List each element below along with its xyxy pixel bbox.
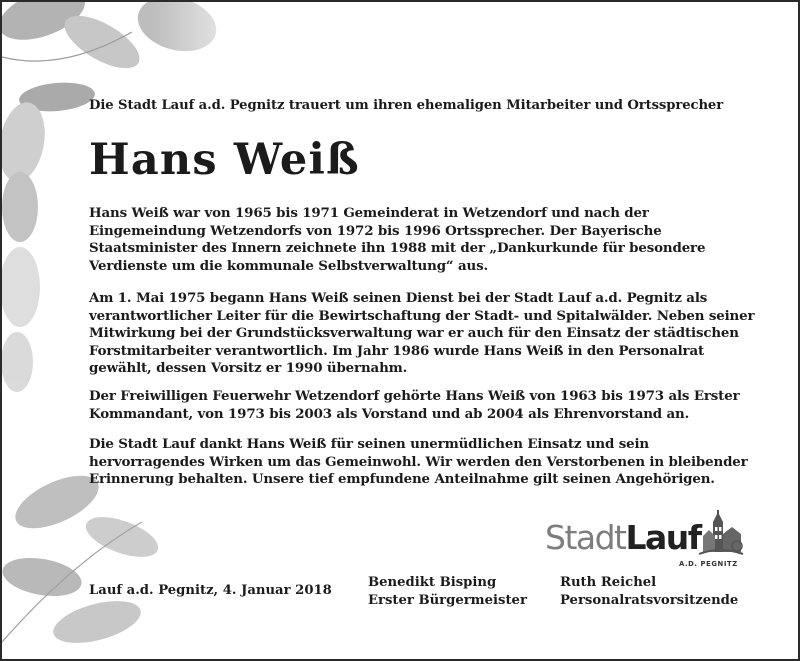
signatory-title: Erster Bürgermeister (368, 592, 527, 608)
leaf-left-middle-icon (2, 247, 40, 392)
stadt-lauf-logo (545, 510, 755, 580)
leaf-bottom-left-icon (2, 465, 163, 651)
paragraph-4: Die Stadt Lauf dankt Hans Weiß für seinen unermüdlichen Einsatz und sein hervorragendes Wirken um das Gemeinwohl. Wir werden den Verstorbenen in bleibender Erinnerung behalten. Unsere tief empfundene Anteilnahme gilt seinen Angehörigen. (89, 436, 748, 487)
headline: Die Stadt Lauf a.d. Pegnitz trauert um ihren ehemaligen Mitarbeiter und Ortssprecher (89, 98, 724, 113)
logo-wordmark (545, 518, 701, 558)
signature-mayor (368, 574, 527, 609)
paragraph-1: Hans Weiß war von 1965 bis 1971 Gemeinderat in Wetzendorf und nach der Eingemeindung Wetzendorfs von 1972 bis 1996 Ortssprecher. Der Bayerische Staatsminister des Innern zeichnete ihn 1988 mit der „Dankurkunde für besondere Verdienste um die kommunale Selbstverwaltung“ aus. (89, 205, 706, 274)
place-date: Lauf a.d. Pegnitz, 4. Januar 2018 (89, 583, 332, 598)
town-emblem-icon (695, 510, 755, 562)
signatory-name: Ruth Reichel (560, 575, 657, 590)
paragraph-3: Der Freiwilligen Feuerwehr Wetzendorf gehörte Hans Weiß von 1963 bis 1973 als Erster Kommandant, von 1973 bis 2003 als Vorstand und ab 2004 als Ehrenvorstand an. (89, 388, 740, 422)
paragraph-2: Am 1. Mai 1975 begann Hans Weiß seinen Dienst bei der Stadt Lauf a.d. Pegnitz als verantwortlicher Leiter für die Bewirtschaftung der Stadt- und Spitalwälder. Neben seiner Mitwirkung bei der Grundstücksverwaltung war er auch für den Einsatz der städtischen Forstmitarbeiter verantwortlich. Im Jahr 1986 wurde Hans Weiß in den Personalrat gewählt, dessen Vorsitz er 1990 übernahm. (89, 290, 755, 376)
logo-word-stadt: Stadt (545, 518, 626, 557)
logo-subtitle: A.D. PEGNITZ (679, 560, 738, 568)
signatory-title: Personalratsvorsitzende (560, 592, 739, 608)
signature-council (560, 574, 738, 609)
logo-word-lauf: Lauf (625, 518, 701, 557)
deceased-name: Hans Weiß (89, 135, 360, 185)
signatory-name: Benedikt Bisping (368, 575, 497, 590)
